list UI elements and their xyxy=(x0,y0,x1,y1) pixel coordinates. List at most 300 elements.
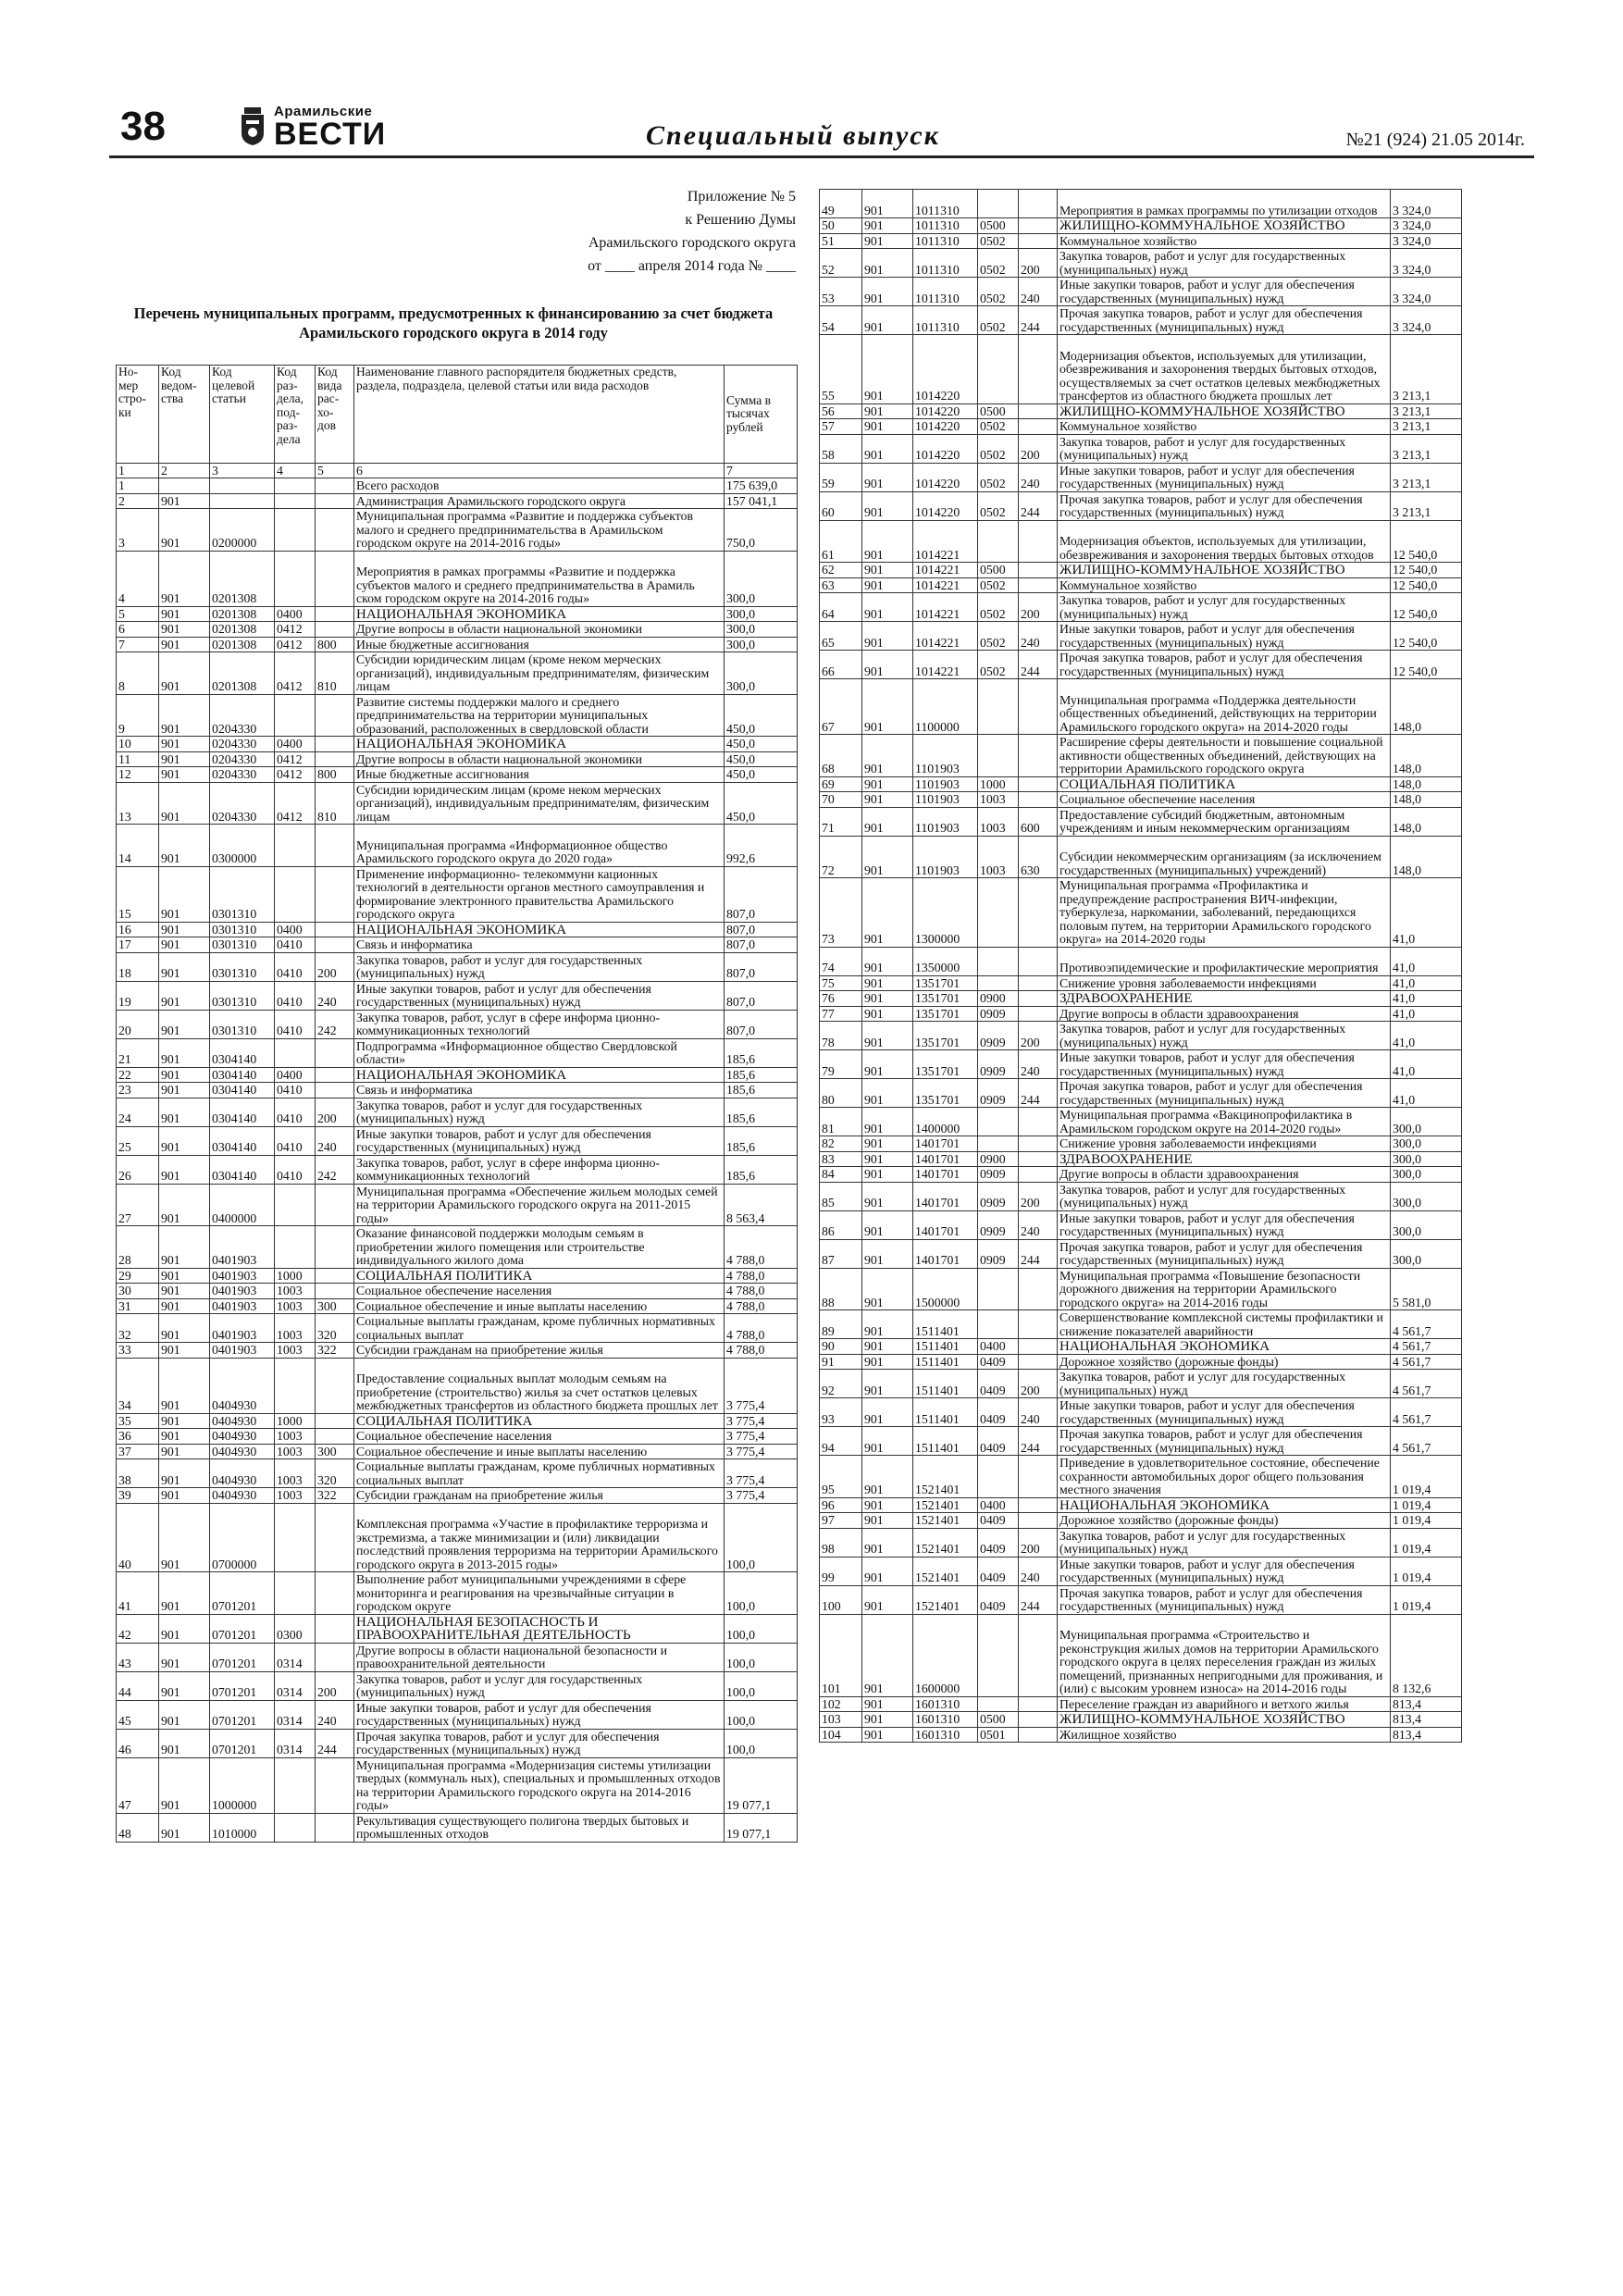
section-code xyxy=(978,1136,1019,1152)
amount: 807,0 xyxy=(725,981,798,1010)
item-name: Иные закупки товаров, работ и услуг для обеспечения государственных (муниципальных) нужд xyxy=(1058,622,1391,651)
item-name: Закупка товаров, работ и услуг для государственных (муниципальных) нужд xyxy=(354,952,725,981)
row-number: 20 xyxy=(117,1010,159,1038)
section-code: 0502 xyxy=(978,593,1019,622)
expense-type-code: 240 xyxy=(1019,1557,1058,1585)
table-row xyxy=(117,1614,798,1643)
section-code: 0409 xyxy=(978,1528,1019,1557)
section-code: 0410 xyxy=(275,937,316,953)
item-name: Другие вопросы в области национальной экономики xyxy=(354,622,725,638)
target-code: 0401903 xyxy=(210,1314,275,1343)
department-code: 901 xyxy=(862,1427,913,1456)
amount: 450,0 xyxy=(725,751,798,767)
header-row-number: Но-мер стро-ки xyxy=(117,366,159,464)
department-code: 901 xyxy=(159,1226,210,1269)
section-code: 0909 xyxy=(978,1050,1019,1079)
row-number: 77 xyxy=(820,1006,862,1022)
section-code: 0909 xyxy=(978,1182,1019,1210)
table-row xyxy=(117,767,798,783)
department-code: 901 xyxy=(862,278,913,306)
section-code xyxy=(978,878,1019,948)
table-row xyxy=(117,1671,798,1700)
table-row xyxy=(117,1459,798,1488)
department-code: 901 xyxy=(159,1413,210,1429)
section-code: 0909 xyxy=(978,1079,1019,1108)
department-code: 901 xyxy=(159,1126,210,1155)
department-code: 901 xyxy=(862,679,913,735)
amount: 4 788,0 xyxy=(725,1284,798,1299)
expense-type-code: 200 xyxy=(316,1098,354,1126)
amount: 100,0 xyxy=(725,1614,798,1643)
row-number: 36 xyxy=(117,1429,159,1445)
item-name: Модернизация объектов, используемых для утилизации, обезвреживания и захоронения твердых бытовых отходов xyxy=(1058,520,1391,563)
item-name: Другие вопросы в области национальной безопасности и правоохранительной деятельности xyxy=(354,1643,725,1671)
target-code: 0404930 xyxy=(210,1358,275,1413)
table-row xyxy=(117,1757,798,1813)
target-code: 0701201 xyxy=(210,1572,275,1615)
table-row xyxy=(820,577,1462,593)
expense-type-code xyxy=(1019,335,1058,404)
table-row xyxy=(117,1488,798,1504)
expense-type-code xyxy=(1019,1167,1058,1183)
amount: 100,0 xyxy=(725,1729,798,1757)
target-code: 1521401 xyxy=(913,1528,978,1557)
row-number: 68 xyxy=(820,735,862,777)
expense-type-code: 300 xyxy=(316,1444,354,1459)
row-number: 86 xyxy=(820,1210,862,1239)
item-name: Прочая закупка товаров, работ и услуг для обеспечения государственных (муниципальных) нужд xyxy=(1058,306,1391,335)
department-code: 901 xyxy=(862,975,913,991)
item-name: НАЦИОНАЛЬНАЯ ЭКОНОМИКА xyxy=(354,1067,725,1083)
amount: 41,0 xyxy=(1391,1079,1462,1108)
target-code: 1300000 xyxy=(913,878,978,948)
row-number: 5 xyxy=(117,606,159,622)
target-code: 1014220 xyxy=(913,335,978,404)
target-code: 0701201 xyxy=(210,1614,275,1643)
amount: 100,0 xyxy=(725,1572,798,1615)
section-code: 0502 xyxy=(978,419,1019,435)
target-code: 1100000 xyxy=(913,679,978,735)
department-code xyxy=(159,478,210,494)
expense-type-code xyxy=(316,1284,354,1299)
target-code: 0304140 xyxy=(210,1038,275,1067)
amount: 4 788,0 xyxy=(725,1343,798,1359)
amount: 3 775,4 xyxy=(725,1488,798,1504)
item-name: Развитие системы поддержки малого и среднего предпринимательства на территории муниципальных образований, расположенных в свердловской области xyxy=(354,694,725,737)
target-code: 1521401 xyxy=(913,1557,978,1585)
amount: 813,4 xyxy=(1391,1712,1462,1728)
table-row xyxy=(117,1643,798,1671)
target-code: 0304140 xyxy=(210,1126,275,1155)
table-row xyxy=(820,679,1462,735)
row-number: 45 xyxy=(117,1700,159,1729)
department-code: 901 xyxy=(862,577,913,593)
item-name: Прочая закупка товаров, работ и услуг для обеспечения государственных (муниципальных) нужд xyxy=(1058,1239,1391,1268)
table-row xyxy=(117,825,798,867)
amount: 148,0 xyxy=(1391,792,1462,808)
row-number: 88 xyxy=(820,1268,862,1310)
section-code: 0900 xyxy=(978,1151,1019,1167)
target-code: 1011310 xyxy=(913,218,978,234)
expense-type-code xyxy=(316,737,354,752)
target-code: 1000000 xyxy=(210,1757,275,1813)
column-number: 2 xyxy=(159,464,210,478)
target-code: 1511401 xyxy=(913,1398,978,1427)
table-row xyxy=(820,463,1462,491)
amount: 1 019,4 xyxy=(1391,1456,1462,1498)
logo-big-text: ВЕСТИ xyxy=(274,117,387,152)
table-row xyxy=(820,491,1462,520)
expense-type-code xyxy=(316,1757,354,1813)
amount: 3 213,1 xyxy=(1391,419,1462,435)
target-code: 0401903 xyxy=(210,1284,275,1299)
table-row xyxy=(820,1310,1462,1339)
row-number: 16 xyxy=(117,922,159,937)
item-name: Прочая закупка товаров, работ и услуг для обеспечения государственных (муниципальных) нужд xyxy=(354,1729,725,1757)
item-name: Иные закупки товаров, работ и услуг для обеспечения государственных (муниципальных) нужд xyxy=(1058,1557,1391,1585)
amount: 100,0 xyxy=(725,1700,798,1729)
department-code: 901 xyxy=(159,1488,210,1504)
expense-type-code: 240 xyxy=(1019,1050,1058,1079)
expense-type-code: 240 xyxy=(316,1700,354,1729)
row-number: 8 xyxy=(117,652,159,695)
amount: 4 561,7 xyxy=(1391,1354,1462,1370)
section-code xyxy=(275,1813,316,1842)
table-row xyxy=(117,1126,798,1155)
expense-type-code: 800 xyxy=(316,767,354,783)
section-code: 0909 xyxy=(978,1006,1019,1022)
table-row xyxy=(820,1398,1462,1427)
item-name: Субсидии некоммерческим организациям (за исключением государственных (муниципальных) учреждений) xyxy=(1058,836,1391,878)
document-title: Перечень муниципальных программ, предусмотренных к финансированию за счет бюджета Арамильского городского округа в 2014 году xyxy=(133,304,774,341)
row-number: 17 xyxy=(117,937,159,953)
table-row xyxy=(820,1108,1462,1136)
department-code: 901 xyxy=(159,551,210,606)
expense-type-code: 322 xyxy=(316,1488,354,1504)
table-row xyxy=(820,1497,1462,1513)
row-number: 62 xyxy=(820,563,862,578)
amount: 300,0 xyxy=(725,606,798,622)
item-name: Муниципальная программа «Профилактика и предупреждение распространения ВИЧ-инфекции, туберкулеза, наркомании, заболеваний, передающихся половым путем, на территории Арамильского городского округа» на 2014-2020 годы xyxy=(1058,878,1391,948)
amount: 1 019,4 xyxy=(1391,1497,1462,1513)
table-row xyxy=(820,622,1462,651)
row-number: 99 xyxy=(820,1557,862,1585)
amount: 19 077,1 xyxy=(725,1813,798,1842)
section-code: 0502 xyxy=(978,463,1019,491)
department-code: 901 xyxy=(862,1050,913,1079)
row-number: 3 xyxy=(117,509,159,552)
item-name: Иные закупки товаров, работ и услуг для обеспечения государственных (муниципальных) нужд xyxy=(1058,463,1391,491)
row-number: 91 xyxy=(820,1354,862,1370)
row-number: 2 xyxy=(117,493,159,509)
table-row xyxy=(820,1151,1462,1167)
section-code: 0909 xyxy=(978,1167,1019,1183)
row-number: 94 xyxy=(820,1427,862,1456)
table-row xyxy=(820,434,1462,463)
annex-line: к Решению Думы xyxy=(685,212,796,228)
item-name: Связь и информатика xyxy=(354,937,725,953)
item-name: Социальное обеспечение населения xyxy=(354,1429,725,1445)
item-name: Дорожное хозяйство (дорожные фонды) xyxy=(1058,1513,1391,1529)
item-name: НАЦИОНАЛЬНАЯ ЭКОНОМИКА xyxy=(354,606,725,622)
department-code: 901 xyxy=(159,782,210,825)
row-number: 65 xyxy=(820,622,862,651)
target-code: 0401903 xyxy=(210,1226,275,1269)
expense-type-code: 320 xyxy=(316,1459,354,1488)
row-number: 37 xyxy=(117,1444,159,1459)
row-number: 7 xyxy=(117,637,159,652)
row-number: 78 xyxy=(820,1022,862,1050)
target-code: 1601310 xyxy=(913,1696,978,1712)
section-code: 0500 xyxy=(978,218,1019,234)
section-code: 0314 xyxy=(275,1643,316,1671)
item-name: Переселение граждан из аварийного и ветхого жилья xyxy=(1058,1696,1391,1712)
row-number: 44 xyxy=(117,1671,159,1700)
row-number: 63 xyxy=(820,577,862,593)
expense-type-code: 244 xyxy=(1019,1239,1058,1268)
item-name: Другие вопросы в области здравоохранения xyxy=(1058,1167,1391,1183)
section-code: 1003 xyxy=(275,1298,316,1314)
expense-type-code: 240 xyxy=(316,1126,354,1155)
table-row xyxy=(820,1727,1462,1743)
expense-type-code: 200 xyxy=(316,1671,354,1700)
department-code: 901 xyxy=(159,1298,210,1314)
target-code: 1011310 xyxy=(913,306,978,335)
table-row xyxy=(117,1700,798,1729)
item-name: Дорожное хозяйство (дорожные фонды) xyxy=(1058,1354,1391,1370)
item-name: Закупка товаров, работ и услуг для государственных (муниципальных) нужд xyxy=(1058,593,1391,622)
column-number: 1 xyxy=(117,464,159,478)
table-row xyxy=(820,419,1462,435)
row-number: 47 xyxy=(117,1757,159,1813)
expense-type-code: 320 xyxy=(316,1314,354,1343)
department-code: 901 xyxy=(862,1006,913,1022)
table-row xyxy=(820,1370,1462,1398)
row-number: 76 xyxy=(820,991,862,1007)
department-code: 901 xyxy=(159,1643,210,1671)
section-code: 1003 xyxy=(978,807,1019,836)
item-name: Совершенствование комплексной системы профилактики и снижение показателей аварийности xyxy=(1058,1310,1391,1339)
department-code: 901 xyxy=(862,1727,913,1743)
table-row xyxy=(117,1038,798,1067)
row-number: 23 xyxy=(117,1083,159,1098)
item-name: Муниципальная программа «Модернизация системы утилизации твердых (коммуналь ных), специальных и промышленных отходов на территории Арамильского городского округа на 2014-2016 годы» xyxy=(354,1757,725,1813)
row-number: 40 xyxy=(117,1503,159,1572)
target-code: 0300000 xyxy=(210,825,275,867)
annex-line: Арамильского городского округа xyxy=(588,235,796,251)
amount: 41,0 xyxy=(1391,1022,1462,1050)
table-row xyxy=(117,952,798,981)
target-code: 1401701 xyxy=(913,1182,978,1210)
amount: 148,0 xyxy=(1391,776,1462,792)
row-number: 34 xyxy=(117,1358,159,1413)
table-row xyxy=(117,866,798,922)
section-code: 1000 xyxy=(275,1268,316,1284)
department-code: 901 xyxy=(159,1010,210,1038)
row-number: 93 xyxy=(820,1398,862,1427)
item-name: Иные закупки товаров, работ и услуг для обеспечения государственных (муниципальных) нужд xyxy=(1058,278,1391,306)
row-number: 69 xyxy=(820,776,862,792)
row-number: 46 xyxy=(117,1729,159,1757)
item-name: Социальное обеспечение населения xyxy=(1058,792,1391,808)
section-code: 0314 xyxy=(275,1729,316,1757)
department-code: 901 xyxy=(862,593,913,622)
department-code: 901 xyxy=(159,1184,210,1226)
department-code: 901 xyxy=(159,1671,210,1700)
header-department-code: Код ведом-ства xyxy=(159,366,210,464)
coat-of-arms-icon xyxy=(239,105,266,146)
column-number: 6 xyxy=(354,464,725,478)
item-name: Выполнение работ муниципальными учреждениями в сфере мониторинга и реагирования на чрезвычайные ситуации в городском округе xyxy=(354,1572,725,1615)
section-code xyxy=(275,509,316,552)
row-number: 12 xyxy=(117,767,159,783)
amount: 4 561,7 xyxy=(1391,1398,1462,1427)
target-code: 0400000 xyxy=(210,1184,275,1226)
item-name: Прочая закупка товаров, работ и услуг для обеспечения государственных (муниципальных) нужд xyxy=(1058,1079,1391,1108)
table-row xyxy=(820,1239,1462,1268)
row-number: 61 xyxy=(820,520,862,563)
target-code: 1521401 xyxy=(913,1497,978,1513)
item-name: Коммунальное хозяйство xyxy=(1058,419,1391,435)
department-code: 901 xyxy=(862,1268,913,1310)
target-code: 1401701 xyxy=(913,1151,978,1167)
page-number: 38 xyxy=(120,104,166,149)
department-code: 901 xyxy=(862,1182,913,1210)
expense-type-code xyxy=(316,1643,354,1671)
target-code: 0301310 xyxy=(210,866,275,922)
department-code: 901 xyxy=(862,947,913,975)
department-code: 901 xyxy=(862,190,913,218)
amount: 41,0 xyxy=(1391,947,1462,975)
target-code: 1014221 xyxy=(913,593,978,622)
item-name: НАЦИОНАЛЬНАЯ ЭКОНОМИКА xyxy=(354,922,725,937)
target-code: 0401903 xyxy=(210,1268,275,1284)
section-code xyxy=(275,478,316,494)
row-number: 96 xyxy=(820,1497,862,1513)
department-code: 901 xyxy=(159,767,210,783)
amount: 100,0 xyxy=(725,1643,798,1671)
target-code: 0304140 xyxy=(210,1155,275,1184)
section-code: 1000 xyxy=(978,776,1019,792)
department-code: 901 xyxy=(862,1513,913,1529)
row-number: 83 xyxy=(820,1151,862,1167)
row-number: 19 xyxy=(117,981,159,1010)
expense-type-code xyxy=(1019,1456,1058,1498)
target-code: 0701201 xyxy=(210,1729,275,1757)
table-row xyxy=(117,622,798,638)
department-code: 901 xyxy=(159,1358,210,1413)
amount: 41,0 xyxy=(1391,1006,1462,1022)
row-number: 71 xyxy=(820,807,862,836)
expense-type-code xyxy=(1019,1310,1058,1339)
section-code xyxy=(978,1456,1019,1498)
item-name: Закупка товаров, работ, услуг в сфере информа ционно-коммуникационных технологий xyxy=(354,1010,725,1038)
table-row xyxy=(820,1136,1462,1152)
target-code: 1511401 xyxy=(913,1427,978,1456)
row-number: 59 xyxy=(820,463,862,491)
department-code: 901 xyxy=(159,509,210,552)
expense-type-code xyxy=(316,1572,354,1615)
table-row xyxy=(117,493,798,509)
department-code: 901 xyxy=(159,1444,210,1459)
target-code: 1014220 xyxy=(913,434,978,463)
expense-type-code: 600 xyxy=(1019,807,1058,836)
item-name: Закупка товаров, работ, услуг в сфере информа ционно-коммуникационных технологий xyxy=(354,1155,725,1184)
section-code xyxy=(978,975,1019,991)
department-code: 901 xyxy=(862,1712,913,1728)
item-name: Закупка товаров, работ и услуг для государственных (муниципальных) нужд xyxy=(354,1671,725,1700)
amount: 100,0 xyxy=(725,1503,798,1572)
table-row xyxy=(117,1184,798,1226)
target-code: 1521401 xyxy=(913,1456,978,1498)
row-number: 33 xyxy=(117,1343,159,1359)
item-name: Иные бюджетные ассигнования xyxy=(354,767,725,783)
department-code: 901 xyxy=(159,694,210,737)
expense-type-code: 244 xyxy=(1019,491,1058,520)
item-name: НАЦИОНАЛЬНАЯ ЭКОНОМИКА xyxy=(1058,1339,1391,1355)
header-name: Наименование главного распорядителя бюджетных средств, раздела, подраздела, целевой статьи или вида расходов xyxy=(354,366,725,464)
row-number: 60 xyxy=(820,491,862,520)
target-code: 0701201 xyxy=(210,1700,275,1729)
department-code: 901 xyxy=(159,825,210,867)
target-code: 0301310 xyxy=(210,952,275,981)
target-code: 1010000 xyxy=(210,1813,275,1842)
item-name: Муниципальная программа «Поддержка деятельности общественных объединений, действующих на территории Арамильского городского округа» на 2014-2020 годы xyxy=(1058,679,1391,735)
table-row xyxy=(820,1022,1462,1050)
row-number: 81 xyxy=(820,1108,862,1136)
section-code: 0314 xyxy=(275,1700,316,1729)
item-name: Муниципальная программа «Вакцинопрофилактика в Арамильском городском округе на 2014-2020 годы» xyxy=(1058,1108,1391,1136)
department-code: 901 xyxy=(862,735,913,777)
item-name: Комплексная программа «Участие в профилактике терроризма и экстремизма, а также минимизации и (или) ликвидации последствий проявления терроризма на территории Арамильского городского округа в 2013-2015 годы» xyxy=(354,1503,725,1572)
row-number: 50 xyxy=(820,218,862,234)
section-code: 0409 xyxy=(978,1513,1019,1529)
table-row xyxy=(117,1067,798,1083)
row-number: 80 xyxy=(820,1079,862,1108)
target-code: 0304140 xyxy=(210,1067,275,1083)
expense-type-code xyxy=(1019,1339,1058,1355)
expense-type-code xyxy=(316,1503,354,1572)
amount: 148,0 xyxy=(1391,735,1462,777)
section-code xyxy=(275,694,316,737)
row-number: 90 xyxy=(820,1339,862,1355)
row-number: 84 xyxy=(820,1167,862,1183)
item-name: Иные закупки товаров, работ и услуг для обеспечения государственных (муниципальных) нужд xyxy=(354,1700,725,1729)
amount: 300,0 xyxy=(725,622,798,638)
item-name: Жилищное хозяйство xyxy=(1058,1727,1391,1743)
amount: 148,0 xyxy=(1391,836,1462,878)
expense-type-code xyxy=(316,1268,354,1284)
section-code: 0400 xyxy=(978,1497,1019,1513)
expense-type-code: 800 xyxy=(316,637,354,652)
section-code: 0909 xyxy=(978,1239,1019,1268)
expense-type-code: 200 xyxy=(1019,434,1058,463)
target-code: 0304140 xyxy=(210,1098,275,1126)
row-number: 79 xyxy=(820,1050,862,1079)
department-code: 901 xyxy=(159,622,210,638)
expense-type-code xyxy=(1019,975,1058,991)
amount: 148,0 xyxy=(1391,679,1462,735)
amount: 992,6 xyxy=(725,825,798,867)
target-code: 0301310 xyxy=(210,1010,275,1038)
amount: 300,0 xyxy=(1391,1210,1462,1239)
table-row xyxy=(820,593,1462,622)
department-code: 901 xyxy=(159,737,210,752)
section-code: 0502 xyxy=(978,249,1019,278)
row-number: 9 xyxy=(117,694,159,737)
table-row xyxy=(117,981,798,1010)
row-number: 4 xyxy=(117,551,159,606)
